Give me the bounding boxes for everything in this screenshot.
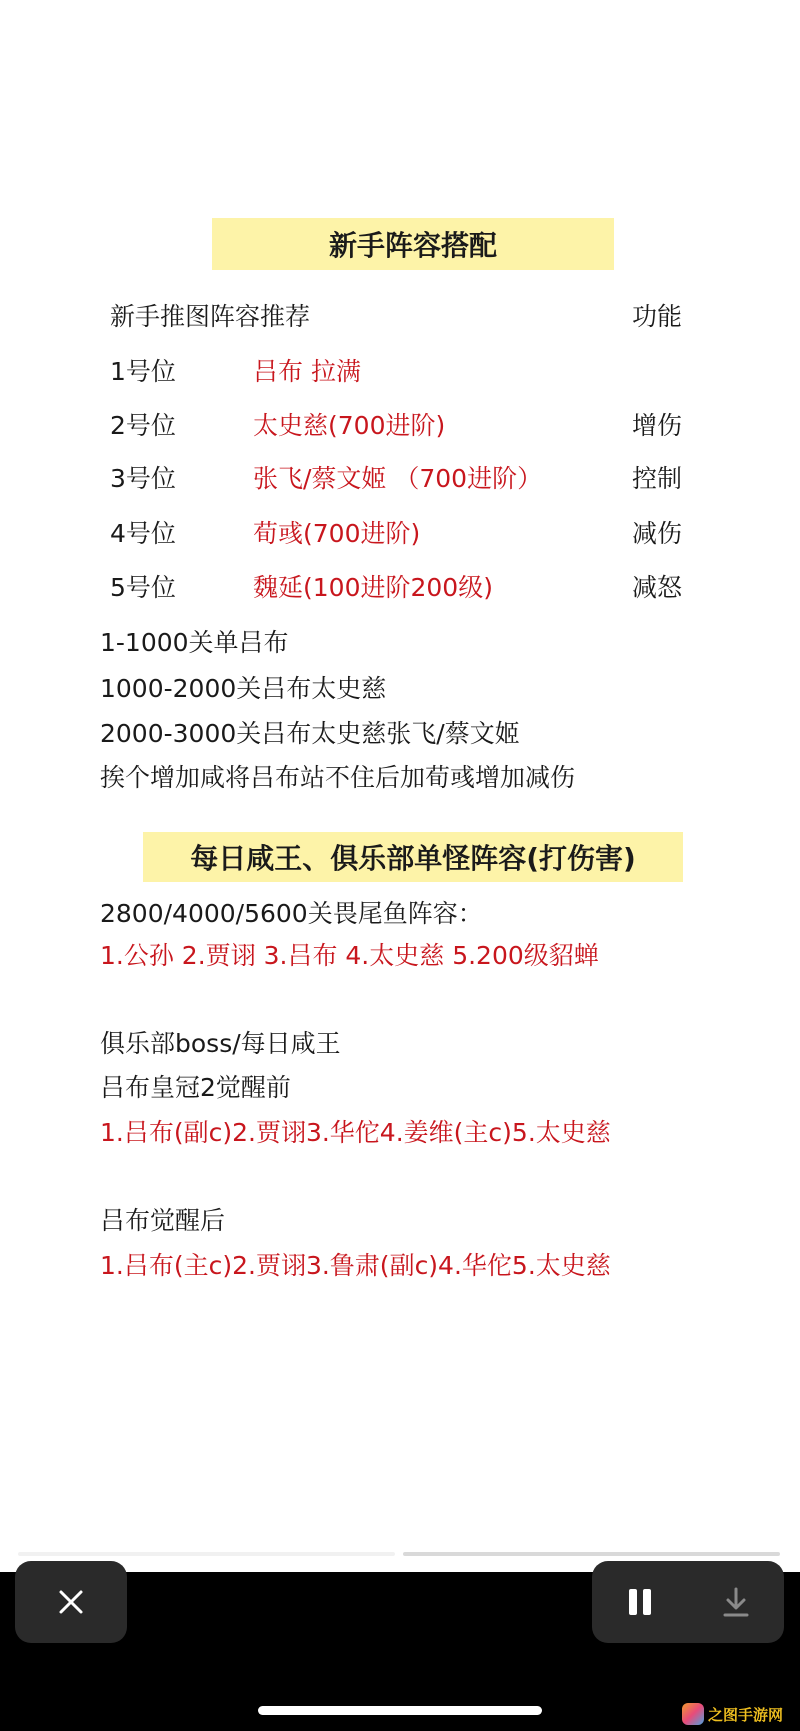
slot-label: 3号位 [110,464,176,493]
progress-segment [18,1552,395,1556]
pre-awaken-label: 吕布皇冠2觉醒前 [100,1073,291,1102]
slot-hero: 魏延(100进阶200级) [253,573,493,602]
close-button[interactable] [15,1561,127,1643]
slot-role: 减怒 [632,573,683,602]
slot-hero: 荀彧(700进阶) [253,519,421,548]
pause-icon [626,1587,654,1617]
section1-title: 新手阵容搭配 [212,218,614,270]
stage-lineup: 1.公孙 2.贾诩 3.吕布 4.太史慈 5.200级貂蝉 [100,941,599,970]
slot-role: 控制 [632,464,683,493]
pre-awaken-lineup: 1.吕布(副c)2.贾诩3.华佗4.姜维(主c)5.太史慈 [100,1118,611,1147]
progress-note: 2000-3000关吕布太史慈张飞/蔡文姬 [100,719,520,748]
story-progress-bar [18,1552,780,1556]
download-icon [721,1586,751,1618]
slot-hero: 吕布 拉满 [253,357,361,386]
watermark-logo-icon [682,1703,704,1725]
slot-label: 5号位 [110,573,176,602]
progress-note: 1000-2000关吕布太史慈 [100,674,387,703]
watermark-text: 之图手游网 [708,1705,784,1724]
slot-hero: 张飞/蔡文姬 （700进阶） [253,464,543,493]
home-indicator[interactable] [258,1706,542,1715]
column-role-header: 功能 [632,302,683,331]
progress-note: 挨个增加咸将吕布站不住后加荀彧增加减伤 [100,763,576,792]
slot-label: 1号位 [110,357,176,386]
column-lineup-header: 新手推图阵容推荐 [110,302,311,331]
slot-hero: 太史慈(700进阶) [253,411,446,440]
stage-label: 2800/4000/5600关畏尾鱼阵容： [100,899,483,928]
section2-title: 每日咸王、俱乐部单怪阵容(打伤害) [143,832,683,882]
post-awaken-lineup: 1.吕布(主c)2.贾诩3.鲁肃(副c)4.华佗5.太史慈 [100,1251,611,1280]
post-awaken-label: 吕布觉醒后 [100,1206,226,1235]
site-watermark [682,1700,798,1728]
progress-segment [403,1552,780,1556]
close-icon [56,1587,86,1617]
download-button[interactable] [706,1572,766,1632]
slot-role: 减伤 [632,519,683,548]
pause-button[interactable] [610,1572,670,1632]
club-label: 俱乐部boss/每日咸王 [100,1029,341,1058]
slot-label: 2号位 [110,411,176,440]
progress-note: 1-1000关单吕布 [100,628,289,657]
slot-label: 4号位 [110,519,176,548]
slot-role: 增伤 [632,411,683,440]
playback-controls [592,1561,784,1643]
